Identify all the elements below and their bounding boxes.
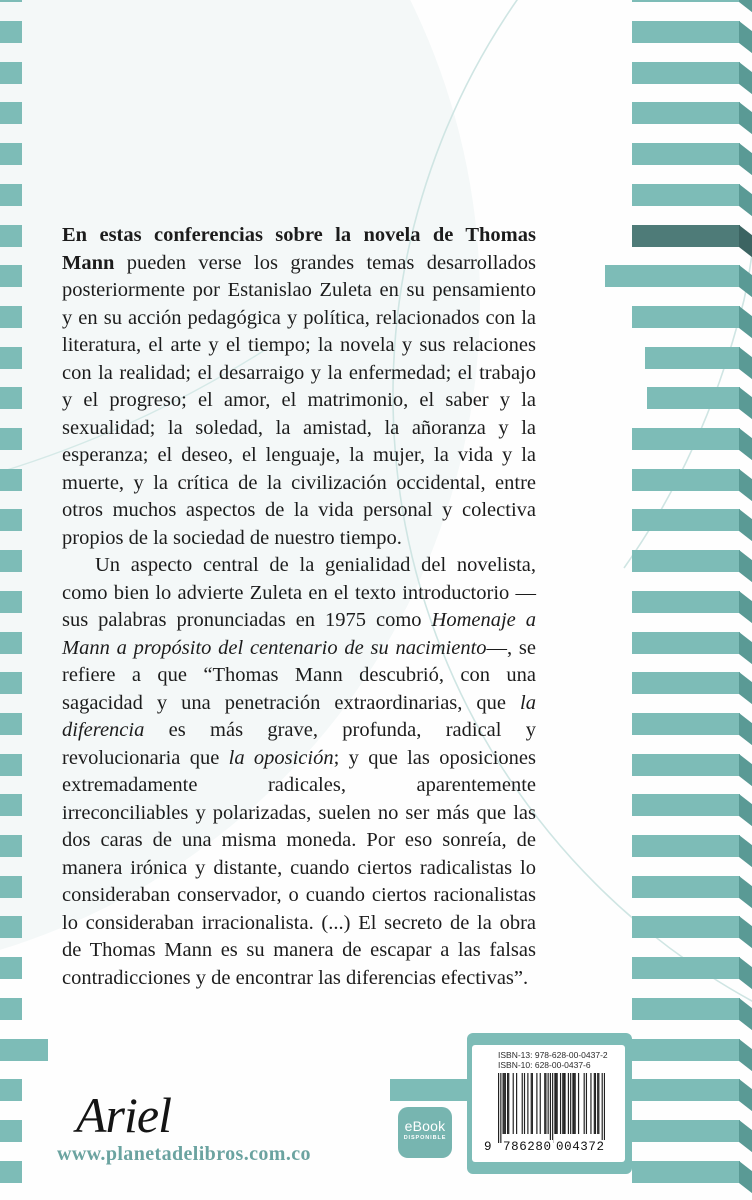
- right-stripe: [632, 509, 740, 531]
- left-stripe: [0, 672, 22, 694]
- left-stripe: [0, 265, 22, 287]
- right-stripe: [632, 428, 740, 450]
- stripe-fold: [739, 509, 752, 541]
- right-stripe: [632, 1079, 740, 1101]
- right-stripe: [632, 632, 740, 654]
- quote-segment: ; y que las oposiciones extremadamente radicales, aparentemente irreconciliables y polarizadas, suelen no ser más que las dos caras de una misma moneda. Por eso sonreía, de manera irónica y distante, cuando ciertos radicalistas lo consideraban conservador, o cuando ciertos racionalistas lo consideraban irracionalista. (...) El secreto de la obra de Thomas Mann es su manera de escapar a las falsas contradicciones y de encontrar las diferencias efectivas”.: [62, 746, 536, 989]
- barcode-digit-group-right: 004372: [556, 1140, 605, 1154]
- right-stripe: [632, 713, 740, 735]
- quote-segment: Un aspecto central de la genialidad del novelista, como bien lo advierte Zuleta en el texto introductorio —sus palabras pronunciadas en 1975 como: [62, 554, 536, 631]
- isbn13-text: ISBN-13: 978-628-00-0437-2: [498, 1050, 608, 1060]
- right-stripe: [632, 143, 740, 165]
- right-stripe: [632, 1161, 740, 1183]
- stripe-fold: [739, 1079, 752, 1111]
- left-stripe: [0, 21, 22, 43]
- stripe-fold: [739, 916, 752, 948]
- right-stripe: [632, 21, 740, 43]
- right-stripe: [605, 265, 740, 287]
- stripe-fold: [739, 1039, 752, 1071]
- left-stripe: [0, 1039, 48, 1061]
- barcode-digit-lead: 9: [484, 1140, 492, 1154]
- left-stripe: [0, 184, 22, 206]
- left-stripe: [0, 713, 22, 735]
- left-stripe: [0, 794, 22, 816]
- barcode-digit-group-left: 786280: [503, 1140, 552, 1154]
- left-stripe: [0, 591, 22, 613]
- left-stripe: [0, 1161, 22, 1183]
- left-stripe: [0, 835, 22, 857]
- stripe-fold: [739, 998, 752, 1030]
- stripe-fold: [739, 0, 752, 12]
- quote-segment: —, se refiere a que “Thomas Mann descubrió, con una sagacidad y una penetración extraordinarias, que: [62, 636, 536, 714]
- right-stripe: [632, 876, 740, 898]
- barcode-panel-arm: [390, 1079, 472, 1101]
- quote-segment: es más grave, profunda, radical y revolucionaria que: [62, 719, 536, 769]
- ebook-badge-title: eBook: [404, 1118, 446, 1134]
- stripe-fold: [739, 835, 752, 867]
- publisher-logo-ariel: Ariel: [76, 1087, 171, 1143]
- left-stripe: [0, 62, 22, 84]
- ebook-badge: [398, 1107, 452, 1158]
- left-stripe: [0, 1079, 22, 1101]
- right-stripe: [632, 754, 740, 776]
- ebook-badge-subtitle: DISPONIBLE: [403, 1135, 447, 1141]
- italic-term: la oposición: [228, 746, 334, 769]
- right-stripe: [632, 835, 740, 857]
- stripe-fold: [739, 672, 752, 704]
- left-stripe: [0, 550, 22, 572]
- right-stripe: [632, 0, 740, 2]
- left-stripe: [0, 876, 22, 898]
- barcode: [472, 1045, 625, 1162]
- right-stripe: [632, 1120, 740, 1142]
- left-stripe: [0, 225, 22, 247]
- stripe-fold: [739, 62, 752, 94]
- left-stripe: [0, 957, 22, 979]
- left-stripe: [0, 387, 22, 409]
- stripe-fold: [739, 21, 752, 53]
- right-stripe: [632, 469, 740, 491]
- right-stripe: [632, 62, 740, 84]
- left-stripe: [0, 0, 22, 2]
- publisher-website: www.planetadelibros.com.co: [57, 1143, 311, 1165]
- right-stripe-dark: [632, 225, 740, 247]
- stripe-fold: [739, 754, 752, 786]
- right-stripe: [632, 998, 740, 1020]
- stripe-fold: [739, 713, 752, 745]
- right-stripe: [632, 1039, 740, 1061]
- left-stripe: [0, 306, 22, 328]
- right-stripe: [647, 387, 740, 409]
- right-stripe: [632, 306, 740, 328]
- lead-bold-phrase: En estas conferencias sobre la novela de Thomas Mann: [62, 224, 536, 274]
- stripe-fold: [739, 225, 752, 257]
- right-stripe: [632, 916, 740, 938]
- right-stripe: [645, 347, 740, 369]
- left-stripe: [0, 102, 22, 124]
- stripe-fold: [739, 387, 752, 419]
- stripe-fold: [739, 184, 752, 216]
- left-stripe: [0, 347, 22, 369]
- right-stripe: [632, 184, 740, 206]
- stripe-fold: [739, 1120, 752, 1152]
- left-stripe: [0, 428, 22, 450]
- right-stripe: [632, 672, 740, 694]
- stripe-fold: [739, 591, 752, 623]
- italic-term: la diferencia: [62, 691, 536, 741]
- stripe-fold: [739, 306, 752, 338]
- left-stripe: [0, 143, 22, 165]
- paragraph-lead-body: pueden verse los grandes temas desarrollados posteriormente por Estanislao Zuleta en su pensamiento y en su acción pedagógica y política, relacionados con la literatura, el arte y el tiempo; la novela y sus relaciones con la realidad; el desarraigo y la enfermedad; el trabajo y el progreso; el amor, el matrimonio, el saber y la sexualidad; la soledad, la amistad, la añoranza y la esperanza; el deseo, el lenguaje, la mujer, la vida y la muerte, y la crítica de la civilización occidental, entre otros muchos aspectos de la vida personal y colectiva propios de la sociedad de nuestro tiempo.: [62, 251, 536, 549]
- stripe-fold: [739, 632, 752, 664]
- left-stripe: [0, 632, 22, 654]
- isbn10-text: ISBN-10: 628-00-0437-6: [498, 1060, 591, 1070]
- ean-barcode-bars: [498, 1073, 605, 1145]
- right-stripe: [632, 591, 740, 613]
- italic-title: Homenaje a Mann a propósito del centenario de su nacimiento: [62, 609, 536, 659]
- right-stripe: [632, 957, 740, 979]
- stripe-fold: [739, 957, 752, 989]
- stripe-fold: [739, 794, 752, 826]
- stripe-fold: [739, 469, 752, 501]
- left-stripe: [0, 754, 22, 776]
- stripe-fold: [739, 1161, 752, 1193]
- cover-text: [62, 222, 536, 992]
- stripe-fold: [739, 347, 752, 379]
- stripe-fold: [739, 876, 752, 908]
- stripe-fold: [739, 550, 752, 582]
- right-stripe: [632, 794, 740, 816]
- right-stripe: [632, 550, 740, 572]
- paragraph-quote: [62, 552, 536, 992]
- paragraph-lead: [62, 222, 536, 552]
- stripe-fold: [739, 428, 752, 460]
- stripe-fold: [739, 265, 752, 297]
- left-stripe: [0, 469, 22, 491]
- left-stripe: [0, 509, 22, 531]
- left-stripe: [0, 1120, 22, 1142]
- barcode-digits: [472, 1140, 625, 1156]
- stripe-fold: [739, 143, 752, 175]
- right-stripe: [632, 102, 740, 124]
- stripe-fold: [739, 102, 752, 134]
- left-stripe: [0, 998, 22, 1020]
- left-stripe: [0, 916, 22, 938]
